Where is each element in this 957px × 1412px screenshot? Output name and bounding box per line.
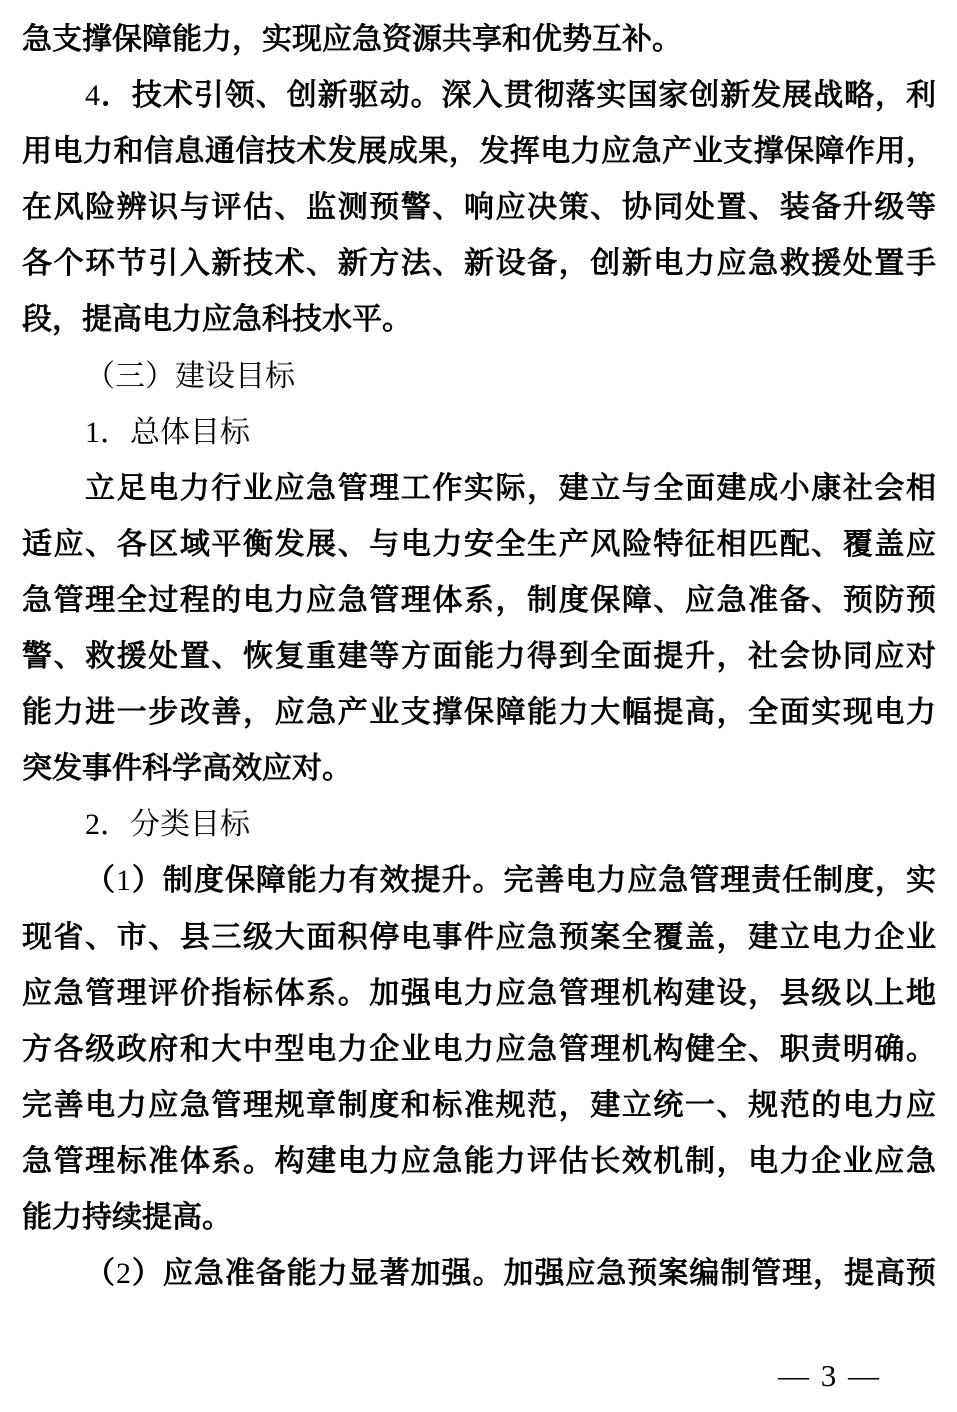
text-line: 警、救援处置、恢复重建等方面能力得到全面提升，社会协同应对 — [22, 640, 936, 674]
text-line: 急管理标准体系。构建电力应急能力评估长效机制，电力企业应急 — [22, 1144, 936, 1178]
text-line: 段，提高电力应急科技水平。 — [22, 303, 412, 337]
text-line: 应急管理评价指标体系。加强电力应急管理机构建设，县级以上地 — [22, 976, 936, 1010]
heading-line: （三）建设目标 — [85, 359, 295, 393]
heading-line: 2．分类目标 — [85, 808, 250, 842]
text-line: 在风险辨识与评估、监测预警、响应决策、协同处置、装备升级等 — [22, 191, 936, 225]
text-line: 立足电力行业应急管理工作实际，建立与全面建成小康社会相 — [85, 471, 936, 505]
text-line: 用电力和信息通信技术发展成果，发挥电力应急产业支撑保障作用， — [22, 135, 936, 169]
page-number: — 3 — — [778, 1358, 881, 1393]
text-line: 适应、各区域平衡发展、与电力安全生产风险特征相匹配、覆盖应 — [22, 527, 936, 561]
text-line: 4．技术引领、创新驱动。深入贯彻落实国家创新发展战略，利 — [85, 79, 936, 113]
serial-number: 2 — [115, 1257, 131, 1291]
document-content — [22, 12, 936, 1302]
text-line: 能力进一步改善，应急产业支撑保障能力大幅提高，全面实现电力 — [22, 696, 936, 730]
text-line: （1）制度保障能力有效提升。完善电力应急管理责任制度，实 — [85, 864, 937, 898]
text-line: 急管理全过程的电力应急管理体系，制度保障、应急准备、预防预 — [22, 583, 936, 617]
text-line: 能力持续提高。 — [22, 1200, 232, 1234]
text-line: 现省、市、县三级大面积停电事件应急预案全覆盖，建立电力企业 — [22, 920, 936, 954]
serial-number: 1 — [115, 864, 131, 898]
text-line: 完善电力应急管理规章制度和标准规范，建立统一、规范的电力应 — [22, 1088, 936, 1122]
text-line: 方各级政府和大中型电力企业电力应急管理机构健全、职责明确。 — [22, 1032, 936, 1066]
text-line: 各个环节引入新技术、新方法、新设备，创新电力应急救援处置手 — [22, 247, 936, 281]
text-line: （2）应急准备能力显著加强。加强应急预案编制管理，提高预 — [85, 1257, 937, 1291]
heading-line: 1．总体目标 — [85, 415, 250, 449]
text-line: 突发事件科学高效应对。 — [22, 752, 352, 786]
serial-number: 2 — [85, 808, 100, 842]
serial-number: 1 — [85, 415, 100, 449]
text-line: 急支撑保障能力，实现应急资源共享和优势互补。 — [22, 23, 682, 56]
serial-number: 4 — [85, 79, 100, 113]
